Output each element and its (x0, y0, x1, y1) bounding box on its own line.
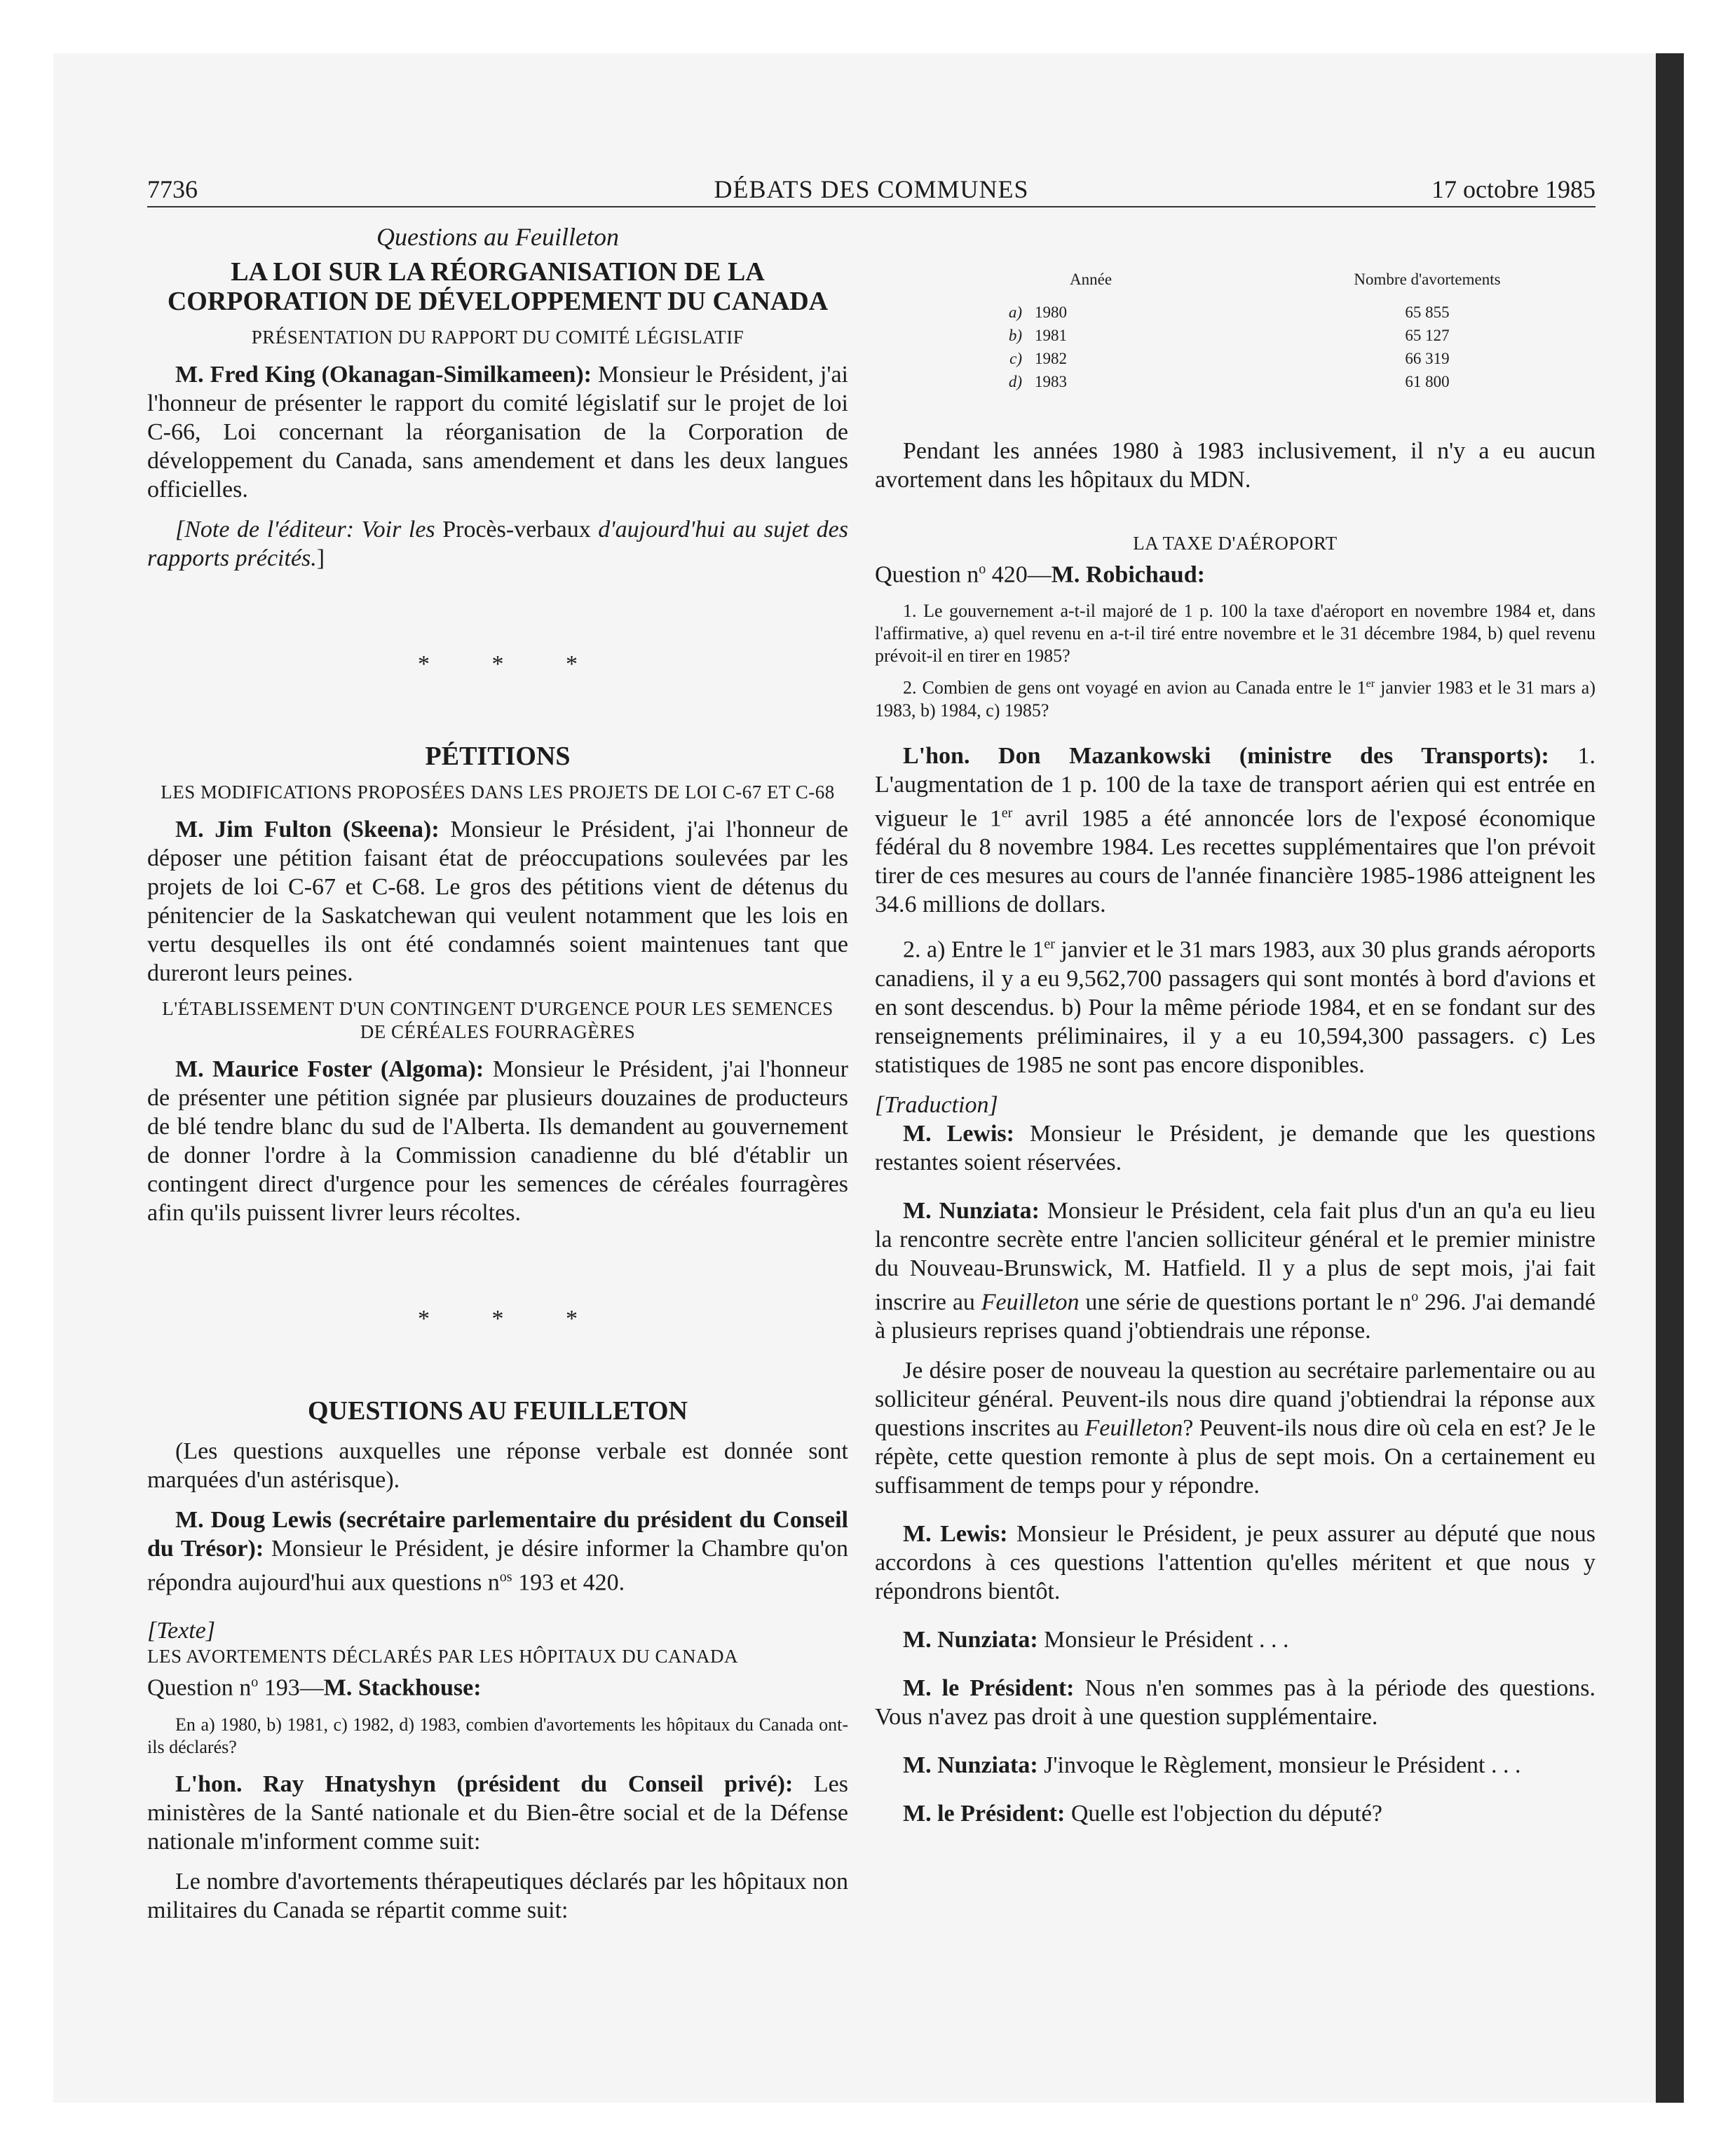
editor-note (147, 515, 848, 573)
note-text: [Note de l'éditeur: Voir les (175, 517, 443, 543)
speech-text: Monsieur le Président, j'ai l'honneur de présenter le rapport du comité législatif sur le projet de loi C-66, Loi concernant la réorganisation de la Corporation de développement du Canada, sans amendement et dans les deux langues officielles. (147, 362, 848, 503)
superscript: os (499, 1569, 512, 1585)
table-row (994, 324, 1518, 347)
superscript: er (1044, 936, 1055, 953)
questioner-name: M. Robichaud: (1051, 561, 1205, 588)
row-label: d) (1008, 373, 1022, 390)
bill-heading-line1: LA LOI SUR LA RÉORGANISATION DE LA (231, 257, 765, 287)
speaker-ruling-1 (875, 1674, 1595, 1731)
petitions-heading: PÉTITIONS (425, 742, 571, 771)
superscript: er (1366, 678, 1375, 690)
speaker-ruling-2 (875, 1799, 1595, 1828)
section-divider: * * * (418, 1306, 606, 1332)
speech-text: Monsieur le Président, cela fait plus d'un an qu'a eu lieu la rencontre secrète entre l'ancien solliciteur général et le premier ministre du Nouveau-Brunswick, M. Hatfield. Il y a plus de sept mois, j'ai fait inscrire au (875, 1197, 1595, 1315)
speech-text: Nous n'en sommes pas à la période des questions. Vous n'avez pas droit à une question supplémentaire. (875, 1674, 1596, 1730)
speech-text: Quelle est l'objection du député? (1065, 1800, 1383, 1827)
mdn-paragraph: Pendant les années 1980 à 1983 inclusivement, il n'y a eu aucun avortement dans les hôpitaux du MDN. (875, 438, 1595, 493)
row-count: 61 800 (1405, 373, 1450, 390)
question-193-text: En a) 1980, b) 1981, c) 1982, d) 1983, combien d'avortements les hôpitaux du Canada ont-ils déclarés? (147, 1714, 848, 1757)
note-bracket: ] (316, 545, 325, 571)
question-text: 2. Combien de gens ont voyagé en avion au Canada entre le 1 (903, 677, 1366, 698)
speaker-name: M. Fred King (Okanagan-Similkameen): (175, 362, 592, 388)
row-year: 1980 (1035, 303, 1067, 321)
page-edge-shadow (1656, 53, 1684, 2103)
question-label: Question n (147, 1674, 252, 1701)
speaker-name: M. Jim Fulton (Skeena): (175, 817, 440, 842)
abortion-count-intro: Le nombre d'avortements thérapeutiques déclarés par les hôpitaux non militaires du Canada se répartit comme suit: (147, 1868, 848, 1923)
row-count: 65 127 (1405, 327, 1450, 344)
journal-title: DÉBATS DES COMMUNES (714, 175, 1029, 203)
question-420-part2 (875, 673, 1595, 722)
hnatyshyn-paragraph (147, 1770, 848, 1856)
nunziata-paragraph-2 (875, 1356, 1595, 1500)
committee-report-subheading: PRÉSENTATION DU RAPPORT DU COMITÉ LÉGISLATIF (251, 327, 744, 348)
table-row (994, 370, 1518, 393)
page-number: 7736 (147, 175, 198, 203)
speech-text: Je désire poser de nouveau la question au secrétaire parlementaire ou au solliciteur général. Peuvent-ils nous dire quand j'obtiendrai la réponse aux questions inscrites au (875, 1357, 1595, 1441)
section-label: Questions au Feuilleton (376, 223, 619, 251)
lewis-reply-1 (875, 1119, 1595, 1177)
lewis-paragraph (147, 1506, 848, 1597)
speaker-name: L'hon. Ray Hnatyshyn (président du Conseil privé): (175, 1770, 794, 1797)
table-header-row (994, 268, 1518, 291)
speech-text: janvier et le 31 mars 1983, aux 30 plus grands aéroports canadiens, il y a eu 9,562,700 passagers qui sont montés à bord d'avions et en sont descendus. b) Pour la même période 1984, et en se fondant sur des renseignements préliminaires, il y a eu 10,594,300 passagers. c) Les statistiques de 1985 ne sont pas encore disponibles. (875, 936, 1596, 1078)
question-420-part1: 1. Le gouvernement a-t-il majoré de 1 p. 100 la taxe d'aéroport en novembre 1984 et, dans l'affirmative, a) quel revenu en a-t-il tiré entre novembre et le 31 décembre 1984, b) quel revenu prévoit-il en tirer en 1985? (875, 601, 1595, 667)
speech-text: 2. a) Entre le 1 (903, 936, 1045, 963)
lewis-reply-2 (875, 1520, 1595, 1606)
row-count: 65 855 (1405, 303, 1450, 321)
contingent-subheading: L'ÉTABLISSEMENT D'UN CONTINGENT D'URGENCE POUR LES SEMENCES DE CÉRÉALES FOURRAGÈRES (162, 998, 834, 1042)
row-label: a) (1008, 303, 1022, 321)
speaker-name: M. Lewis: (903, 1520, 1008, 1547)
mazankowski-paragraph (875, 742, 1595, 919)
speaker-name: M. Doug Lewis (secrétaire parlementaire du président du Conseil du Trésor): (147, 1507, 848, 1562)
traduction-tag: [Traduction] (875, 1091, 998, 1118)
row-year: 1982 (1035, 350, 1067, 367)
table-row (994, 301, 1518, 324)
airport-tax-subheading: LA TAXE D'AÉROPORT (1133, 533, 1338, 554)
row-year: 1983 (1035, 373, 1067, 390)
bill-heading (147, 257, 848, 316)
question-193-header (147, 1668, 848, 1702)
petition-subheading: LES MODIFICATIONS PROPOSÉES DANS LES PROJETS DE LOI C-67 ET C-68 (161, 782, 835, 803)
speaker-name: M. Lewis: (903, 1120, 1014, 1147)
table-header-count: Nombre d'avortements (1354, 271, 1501, 288)
speech-text: Monsieur le Président, je désire informer la Chambre qu'on répondra aujourd'hui aux questions n (147, 1536, 848, 1596)
nunziata-paragraph-3 (875, 1625, 1595, 1654)
speech-text: 1. L'augmentation de 1 p. 100 de la taxe de transport aérien qui est entrée en vigueur le 1 (875, 742, 1595, 832)
speaker-name: M. Nunziata: (903, 1626, 1038, 1653)
note-ref: Procès-verbaux (442, 517, 591, 543)
note-text: d'aujourd'hui au sujet des rapports précités. (147, 517, 848, 571)
section-divider: * * * (418, 651, 606, 677)
speech-text: J'invoque le Règlement, monsieur le Président . . . (1037, 1752, 1521, 1778)
questions-heading: QUESTIONS AU FEUILLETON (307, 1396, 688, 1426)
right-column (875, 268, 1595, 1828)
running-header (147, 174, 1595, 207)
question-number: 420— (986, 561, 1052, 588)
speech-text: Monsieur le Président, je demande que les questions restantes soient réservées. (875, 1120, 1595, 1175)
left-column (147, 223, 848, 1925)
superscript: o (1411, 1288, 1419, 1304)
table-row (994, 347, 1518, 370)
row-label: b) (1008, 327, 1022, 344)
speaker-name: M. Nunziata: (903, 1197, 1040, 1224)
table-header-year: Année (1070, 271, 1113, 288)
speech-text: 193 et 420. (512, 1569, 625, 1596)
speech-text: Les ministères de la Santé nationale et du Bien-être social et de la Défense nationale m'informent comme suit: (147, 1770, 848, 1855)
superscript: o (979, 561, 986, 577)
question-420-header (875, 555, 1595, 589)
texte-tag: [Texte] (147, 1618, 215, 1644)
speech-text: Monsieur le Président, j'ai l'honneur de présenter une pétition signée par plusieurs douzaines de producteurs de blé tendre blanc du sud de l'Alberta. Ils demandent au gouvernement de donner l'ordre à la Commission canadienne du blé d'établir un contingent direct d'urgence pour les semences de céréales fourragères afin qu'ils puissent livrer leurs récoltes. (147, 1056, 848, 1226)
abortions-subheading: LES AVORTEMENTS DÉCLARÉS PAR LES HÔPITAUX DU CANADA (147, 1646, 739, 1667)
fulton-paragraph (147, 815, 848, 988)
questions-intro: (Les questions auxquelles une réponse verbale est donnée sont marquées d'un astérisque). (147, 1438, 848, 1493)
question-label: Question n (875, 561, 979, 588)
foster-paragraph (147, 1055, 848, 1227)
mazankowski-paragraph-2 (875, 930, 1595, 1079)
speech-text: avril 1985 a été annoncée lors de l'exposé économique fédéral du 8 novembre 1984. Les recettes supplémentaires que l'on prévoit tirer de ces mesures au cours de l'année financière 1985-1986 atteignent les 34.6 millions de dollars. (875, 805, 1595, 918)
row-year: 1981 (1035, 327, 1067, 344)
speaker-name: M. Nunziata: (903, 1752, 1038, 1778)
bill-heading-line2: CORPORATION DE DÉVELOPPEMENT DU CANADA (167, 287, 829, 316)
publication-name: Feuilleton (981, 1288, 1080, 1315)
superscript: o (251, 1674, 259, 1691)
speaker-name: M. le Président: (903, 1674, 1075, 1701)
nunziata-paragraph-4 (875, 1751, 1595, 1780)
speaker-name: M. Maurice Foster (Algoma): (175, 1056, 484, 1082)
superscript: er (1001, 805, 1013, 821)
abortions-table (994, 268, 1518, 393)
row-count: 66 319 (1405, 350, 1450, 367)
speech-text: Monsieur le Président, je peux assurer au député que nous accordons à ces questions l'attention qu'elles méritent et que nous y répondrons bientôt. (875, 1520, 1595, 1604)
question-text: janvier 1983 et le 31 mars a) 1983, b) 1984, c) 1985? (875, 677, 1595, 721)
speech-text: 296. J'ai demandé à plusieurs reprises quand j'obtiendrais une réponse. (875, 1288, 1595, 1344)
speaker-name: M. le Président: (903, 1800, 1066, 1827)
question-number: 193— (258, 1674, 324, 1701)
row-label: c) (1009, 350, 1022, 367)
speaker-name: L'hon. Don Mazankowski (ministre des Transports): (903, 742, 1549, 769)
publication-name: Feuilleton (1084, 1414, 1183, 1441)
speech-text: une série de questions portant le n (1079, 1288, 1412, 1315)
nunziata-paragraph-1 (875, 1196, 1595, 1345)
issue-date: 17 octobre 1985 (1431, 175, 1595, 203)
king-paragraph (147, 360, 848, 504)
questioner-name: M. Stackhouse: (323, 1674, 482, 1701)
speech-text: ? Peuvent-ils nous dire où cela en est? Je le répète, cette question remonte à plus de sept mois. On a certainement eu suffisamment de temps pour y répondre. (875, 1414, 1596, 1499)
speech-text: Monsieur le Président, j'ai l'honneur de déposer une pétition faisant état de préoccupations soulevées par les projets de loi C-67 et C-68. Le gros des pétitions vient de détenus du pénitencier de la Saskatchewan qui veulent notamment que les lois en vertu desquelles ils ont été condamnés soient maintenues tant que dureront leurs peines. (147, 817, 848, 986)
speech-text: Monsieur le Président . . . (1037, 1626, 1289, 1653)
